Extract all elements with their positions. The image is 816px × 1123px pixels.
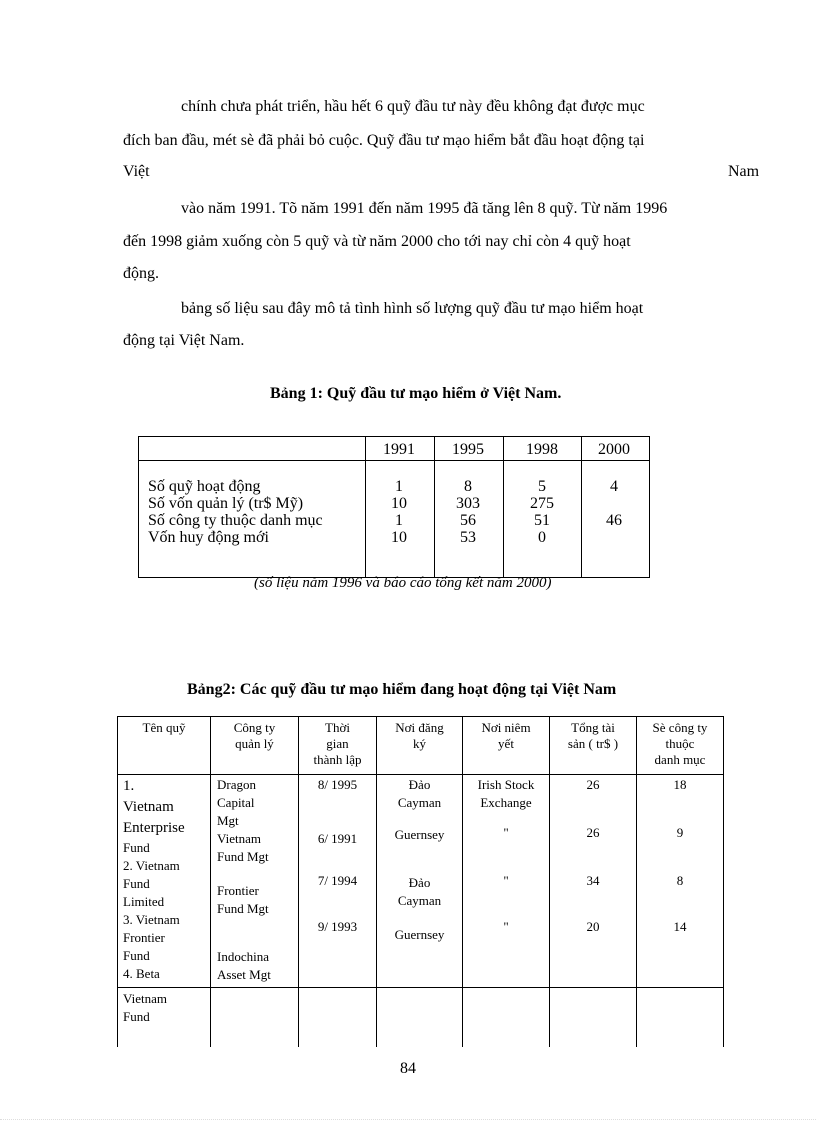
table1-cell: 0 (538, 529, 546, 546)
table2-border (723, 716, 724, 1047)
table1-cell: 1 (395, 478, 403, 495)
registration-place: Guernsey (394, 927, 445, 942)
table2-border (117, 716, 118, 1047)
table1-row-label: Vốn huy động mới (148, 529, 269, 546)
table1-cell: 10 (391, 495, 407, 512)
table1-row-label: Số quỹ hoạt động (148, 478, 261, 495)
table1-cell: 5 (538, 478, 546, 495)
table2-border (117, 716, 724, 717)
table1-source-note: (số liệu năm 1996 và báo cáo tổng kết năm 2000) (254, 575, 552, 591)
founded-date: 8/ 1995 (317, 777, 358, 792)
table1-cell: 53 (460, 529, 476, 546)
table1-cell: 56 (460, 512, 476, 529)
table1-cell: 1 (395, 512, 403, 529)
paragraph-line: Việt (123, 163, 150, 180)
table1-row-label: Số vốn quản lý (tr$ Mỹ) (148, 495, 304, 512)
manager-frontier: Frontier Fund Mgt (217, 883, 269, 916)
header-listing: Nơi niêm yết (481, 720, 531, 751)
fund-names: 1. Vietnam Enterprise Fund 2. Vietnam Fund Limited 3. Vietnam Frontier Fund 4. Beta (123, 778, 185, 981)
paragraph-line: bảng số liệu sau đây mô tả tình hình số lượng quỹ đầu tư mạo hiểm hoạt (181, 300, 644, 317)
registration-place: Guernsey (394, 827, 445, 842)
table2-title: Bảng2: Các quỹ đầu tư mạo hiểm đang hoạt động tại Việt Nam (187, 681, 617, 698)
portfolio-count: 18 (673, 777, 687, 792)
paragraph-line: động tại Việt Nam. (123, 332, 245, 349)
table1-cell: 303 (456, 495, 480, 512)
table1-year-header: 1991 (383, 441, 415, 458)
manager-vietnam-fund: Vietnam Fund Mgt (217, 831, 269, 864)
header-portfolio-companies: Sè công ty thuộc danh mục (652, 720, 708, 767)
portfolio-count: 14 (673, 919, 687, 934)
paragraph-line: chính chưa phát triển, hầu hết 6 quỹ đầu tư này đều không đạt được mục (181, 98, 645, 115)
total-assets: 20 (586, 919, 600, 934)
table1-cell: 10 (391, 529, 407, 546)
paragraph-line: đích ban đầu, mét sè đã phải bỏ cuộc. Quỹ đầu tư mạo hiểm bắt đầu hoạt động tại (123, 132, 645, 149)
portfolio-count: 9 (676, 825, 684, 840)
table2-border (210, 716, 211, 1047)
page-bottom-divider (0, 1119, 816, 1120)
table2 (117, 716, 724, 1047)
table2-border (117, 987, 724, 988)
table1-cell: 275 (530, 495, 554, 512)
listing-place: " (503, 873, 509, 888)
paragraph-line: Nam (728, 163, 760, 180)
founded-date: 9/ 1993 (317, 919, 358, 934)
table1 (138, 436, 650, 578)
total-assets: 26 (586, 825, 600, 840)
paragraph-line: đến 1998 giảm xuống còn 5 quỹ và từ năm 2000 cho tới nay chỉ còn 4 quỹ hoạt (123, 233, 631, 250)
table1-header-rule (139, 460, 649, 461)
table1-column-divider (503, 437, 504, 577)
paragraph-line: vào năm 1991. Tõ năm 1991 đến năm 1995 đã tăng lên 8 quỹ. Từ năm 1996 (181, 200, 668, 217)
table2-border (117, 774, 724, 775)
total-assets: 34 (586, 873, 600, 888)
table1-year-header: 1995 (452, 441, 484, 458)
table1-cell: 46 (606, 512, 622, 529)
founded-date: 6/ 1991 (317, 831, 358, 846)
listing-place: " (503, 825, 509, 840)
table1-cell: 4 (610, 478, 618, 495)
listing-place: Irish Stock Exchange (477, 777, 535, 810)
table1-year-header: 2000 (598, 441, 630, 458)
manager-indochina: Indochina Asset Mgt (217, 949, 271, 982)
table1-row-label: Số công ty thuộc danh mục (148, 512, 323, 529)
table1-cell: 51 (534, 512, 550, 529)
page-number: 84 (400, 1060, 416, 1077)
header-total-assets: Tổng tài sản ( tr$ ) (567, 720, 619, 751)
header-founded: Thời gian thành lập (313, 720, 362, 767)
table1-title: Bảng 1: Quỹ đầu tư mạo hiểm ở Việt Nam. (270, 385, 562, 402)
table1-year-header: 1998 (526, 441, 558, 458)
registration-place: Đảo Cayman (397, 777, 442, 810)
founded-date: 7/ 1994 (317, 873, 358, 888)
header-manager: Công ty quản lý (233, 720, 276, 751)
portfolio-count: 8 (676, 873, 684, 888)
header-registration: Nơi đăng ký (395, 720, 444, 751)
listing-place: " (503, 919, 509, 934)
total-assets: 26 (586, 777, 600, 792)
paragraph-line: động. (123, 265, 159, 282)
registration-place: Đảo Cayman (397, 875, 442, 908)
fund-name-continued: Vietnam Fund (123, 991, 167, 1024)
header-fund-name: Tên quỹ (142, 720, 186, 735)
table1-cell: 8 (464, 478, 472, 495)
manager-dragon: Dragon Capital Mgt (217, 777, 256, 828)
